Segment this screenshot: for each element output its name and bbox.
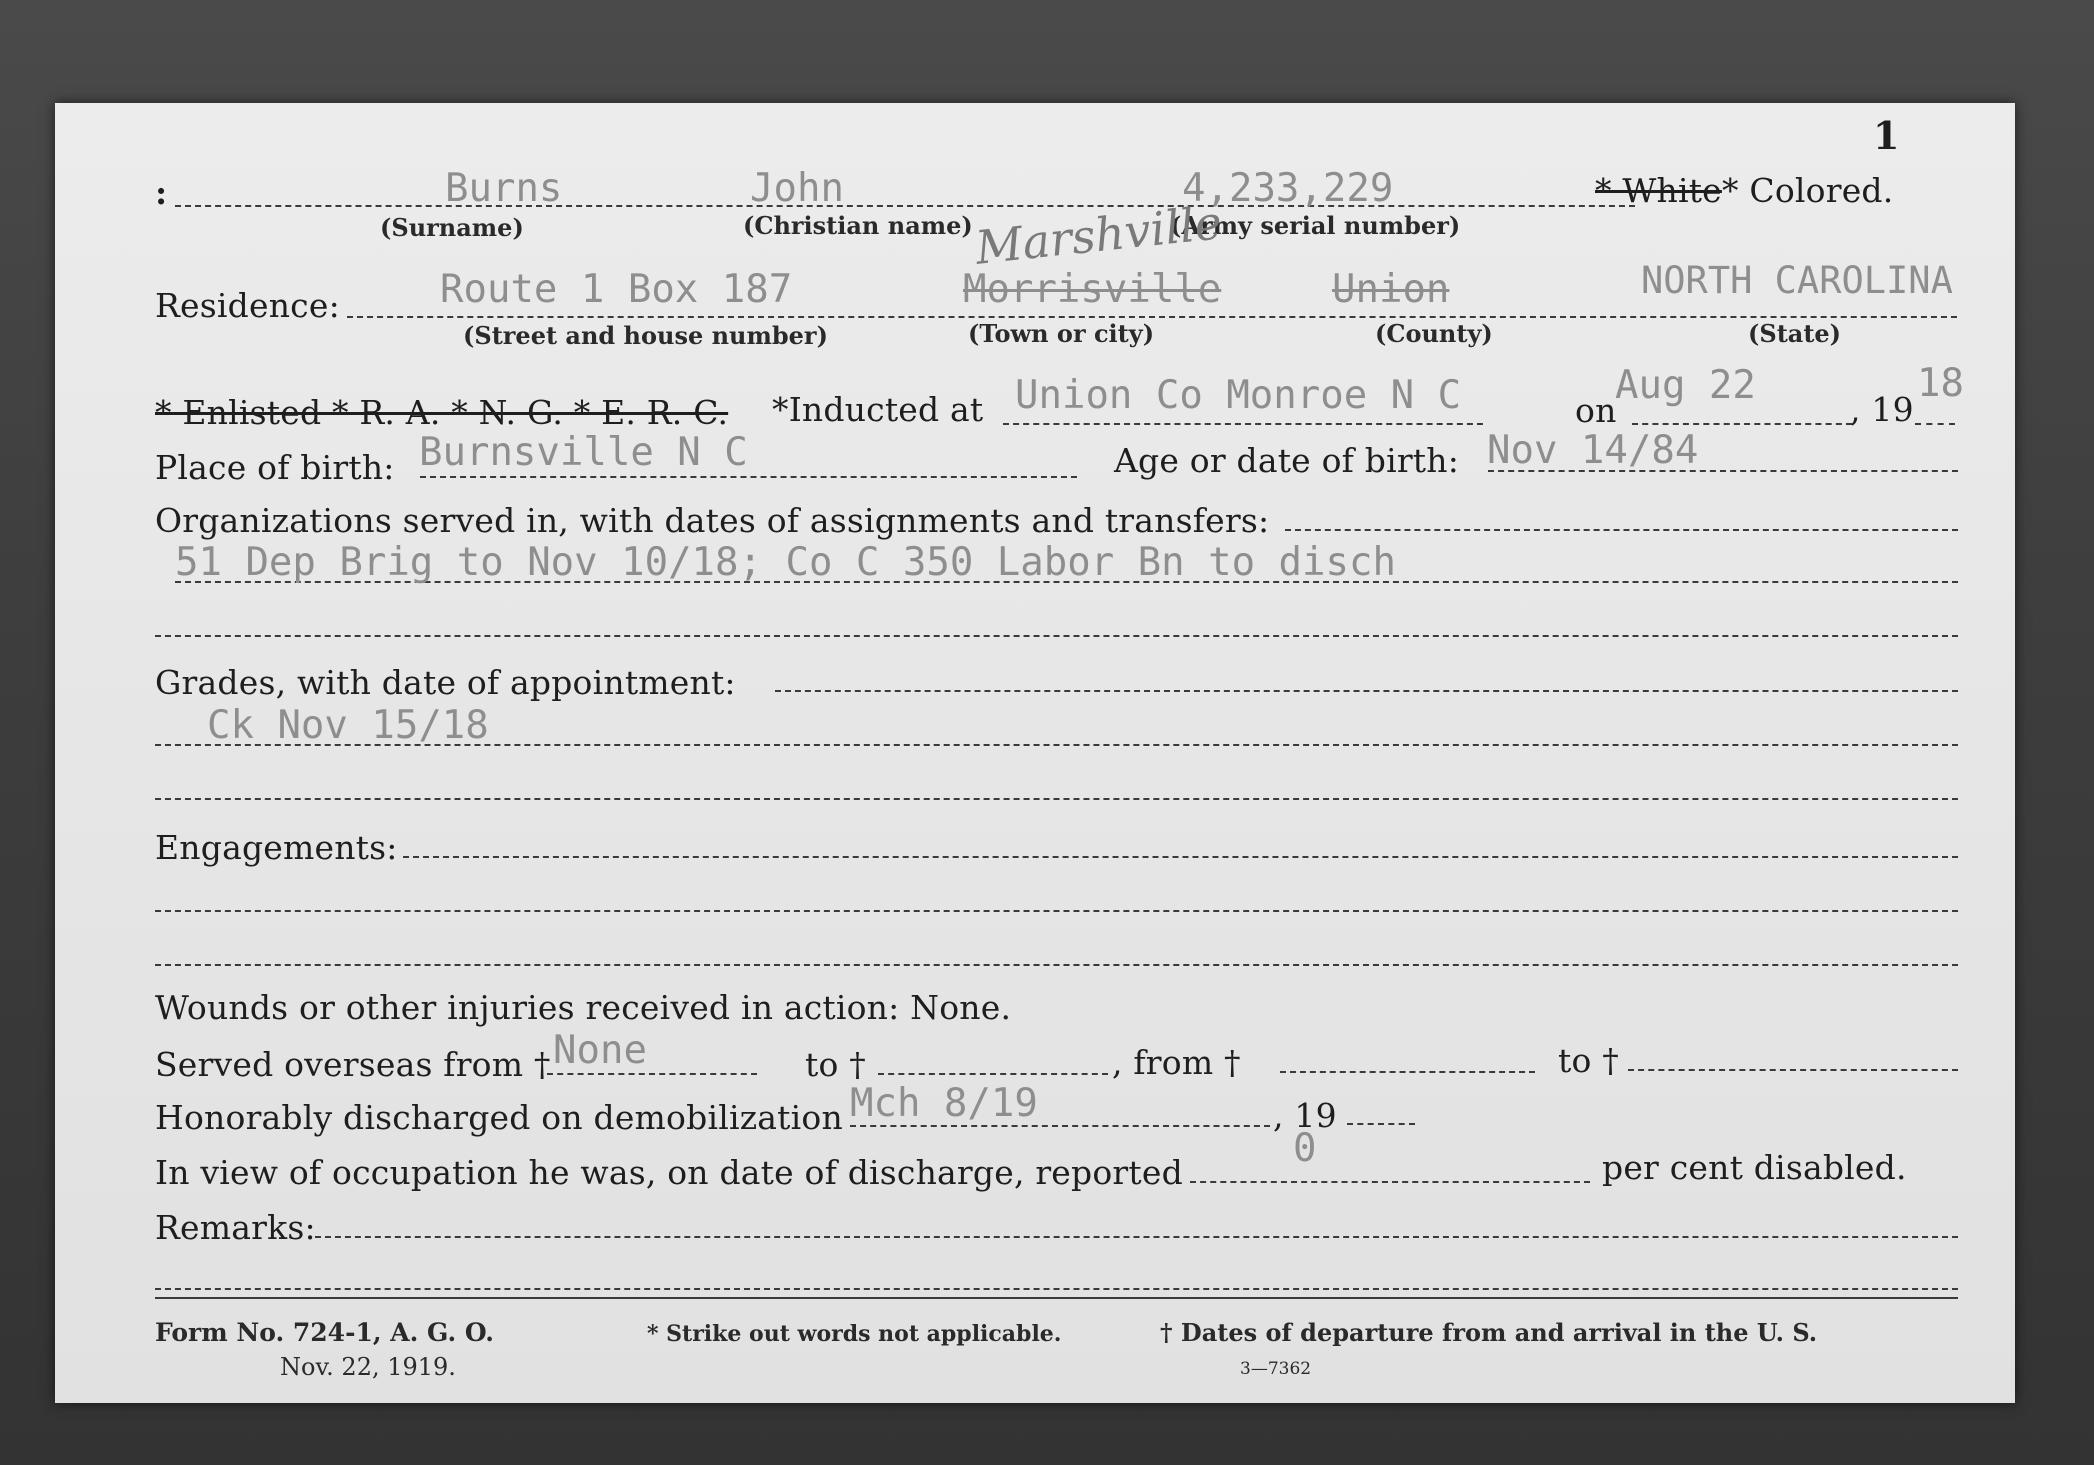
- race-colored: * Colored.: [1722, 171, 1894, 210]
- discharge-date-value: Mch 8/19: [850, 1081, 1038, 1126]
- inducted-date-value: Aug 22: [1615, 363, 1756, 408]
- remarks-label: Remarks:: [155, 1208, 316, 1247]
- overseas-from-label: , from †: [1112, 1043, 1241, 1082]
- name-line: [175, 205, 1635, 207]
- engagements-line-2: [155, 964, 1958, 966]
- overseas-line-2: [878, 1073, 1108, 1075]
- grades-line-2: [155, 798, 1958, 800]
- strike-note: * Strike out words not applicable.: [647, 1321, 1062, 1347]
- street-caption: (Street and house number): [463, 321, 828, 350]
- birth-place-line: [420, 476, 1077, 478]
- engagements-line-1: [155, 910, 1958, 912]
- age-label: Age or date of birth:: [1114, 441, 1460, 480]
- overseas-line-4: [1628, 1069, 1958, 1071]
- christian-name-caption: (Christian name): [743, 211, 973, 240]
- enlistment-prefix-struck: * Enlisted * R. A. * N. G. * E. R. C.: [155, 393, 729, 432]
- overseas-to-label: to †: [805, 1045, 866, 1084]
- town-caption: (Town or city): [968, 319, 1155, 348]
- dates-note: † Dates of departure from and arrival in the U. S.: [1160, 1318, 1818, 1347]
- christian-name-value: John: [750, 166, 844, 211]
- place-of-birth-value: Burnsville N C: [419, 430, 748, 475]
- county-caption: (County): [1375, 319, 1493, 348]
- inducted-label: *Inducted at: [772, 390, 984, 429]
- county-value: Union: [1332, 267, 1450, 312]
- race-white-struck: * White: [1595, 171, 1722, 210]
- discharge-year-line: [1347, 1123, 1415, 1125]
- serial-number-caption: (Army serial number): [1170, 211, 1461, 240]
- street-value: Route 1 Box 187: [440, 267, 793, 312]
- disability-label: In view of occupation he was, on date of discharge, reported: [155, 1153, 1183, 1192]
- surname-caption: (Surname): [380, 213, 524, 242]
- residence-label: Residence:: [155, 286, 340, 325]
- remarks-line-0: [315, 1236, 1958, 1238]
- serial-number-value: 4,233,229: [1182, 166, 1394, 211]
- engagements-label: Engagements:: [155, 828, 398, 867]
- print-code: 3—7362: [1240, 1359, 1312, 1379]
- inducted-line: [1003, 423, 1483, 425]
- disability-value: 0: [1293, 1126, 1317, 1171]
- grades-value: Ck Nov 15/18: [207, 703, 489, 748]
- town-value-struck: Morrisville: [963, 267, 1222, 312]
- residence-line: [347, 316, 1957, 318]
- town-handwritten: Marshville: [972, 195, 1225, 275]
- place-of-birth-label: Place of birth:: [155, 448, 395, 487]
- inducted-year-value: 18: [1917, 361, 1964, 406]
- engagements-line-0: [403, 856, 1958, 858]
- year-prefix: , 19: [1850, 390, 1914, 429]
- remarks-line-1: [155, 1288, 1958, 1290]
- footer-rule: [155, 1297, 1958, 1299]
- grades-line-0: [775, 690, 1958, 692]
- organizations-value: 51 Dep Brig to Nov 10/18; Co C 350 Labor Bn to disch: [175, 540, 1396, 585]
- card-number: 1: [1873, 113, 1900, 158]
- overseas-to-label-2: to †: [1558, 1041, 1619, 1080]
- grades-label: Grades, with date of appointment:: [155, 663, 736, 702]
- org-line-0: [1285, 529, 1958, 531]
- discharge-label: Honorably discharged on demobilization: [155, 1098, 843, 1137]
- year-line: [1915, 423, 1955, 425]
- surname-value: Burns: [445, 166, 563, 211]
- date-line: [1632, 423, 1852, 425]
- overseas-label: Served overseas from †: [155, 1045, 551, 1084]
- service-record-card: [55, 103, 2015, 1403]
- overseas-from-value: None: [553, 1028, 647, 1073]
- discharge-year-prefix: , 19: [1273, 1096, 1337, 1135]
- org-line-2: [155, 635, 1958, 637]
- form-number: Form No. 724-1, A. G. O.: [155, 1318, 494, 1347]
- on-label: on: [1575, 391, 1617, 430]
- state-value: NORTH CAROLINA: [1641, 259, 1953, 302]
- birth-date-value: Nov 14/84: [1487, 428, 1699, 473]
- leader-colon: :: [155, 173, 168, 212]
- overseas-line-1: [547, 1073, 757, 1075]
- state-caption: (State): [1748, 319, 1842, 348]
- disability-suffix: per cent disabled.: [1602, 1148, 1907, 1187]
- form-date: Nov. 22, 1919.: [280, 1353, 456, 1381]
- inducted-place-value: Union Co Monroe N C: [1015, 373, 1462, 418]
- wounds-label: Wounds or other injuries received in action: None.: [155, 988, 1012, 1027]
- organizations-label: Organizations served in, with dates of assignments and transfers:: [155, 501, 1270, 540]
- overseas-line-3: [1280, 1071, 1535, 1073]
- disability-line: [1190, 1181, 1590, 1183]
